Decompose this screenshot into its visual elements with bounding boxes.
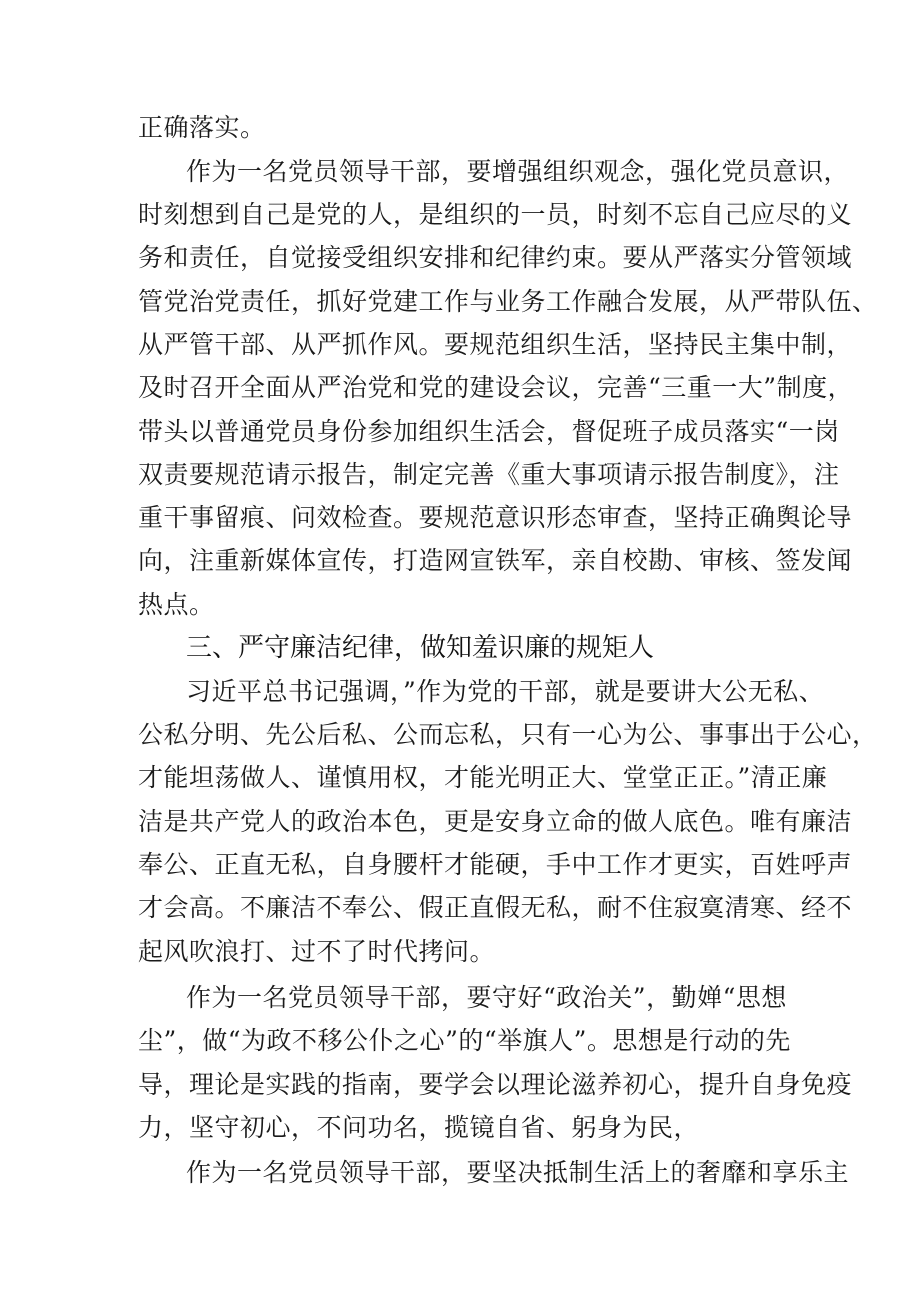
paragraph-line: 管党治党责任，抓好党建工作与业务工作融合发展，从严带队伍、 [138, 287, 878, 316]
paragraph-line: 力，坚守初心，不问功名，揽镜自省、躬身为民， [138, 1113, 700, 1142]
paragraph-line: 带头以普通党员身份参加组织生活会，督促班子成员落实“一岗 [138, 417, 840, 446]
paragraph-line: 时刻想到自己是党的人，是组织的一员，时刻不忘自己应尽的义 [138, 200, 853, 229]
paragraph-line: 从严管干部、从严抓作风。要规范组织生活，坚持民主集中制， [138, 330, 853, 359]
paragraph-line: 尘”，做“为政不移公仆之心”的“举旗人”。思想是行动的先 [138, 1026, 791, 1055]
paragraph-line: 及时召开全面从严治党和党的建设会议，完善“三重一大”制度， [138, 373, 854, 402]
paragraph-line: 务和责任，自觉接受组织安排和纪律约束。要从严落实分管领域 [138, 243, 853, 272]
paragraph-line: 才能坦荡做人、谨慎用权，才能光明正大、堂堂正正。”清正廉 [138, 763, 828, 792]
paragraph-line: 导，理论是实践的指南，要学会以理论滋养初心，提升自身免疫 [138, 1070, 853, 1099]
paragraph-line: 作为一名党员领导干部，要守好“政治关”，勤婵“思想 [186, 983, 787, 1012]
paragraph-line: 热点。 [138, 590, 215, 619]
paragraph-line: 习近平总书记强调，”作为党的干部，就是要讲大公无私、 [186, 677, 825, 706]
paragraph-line: 才会高。不廉洁不奉公、假正直假无私，耐不住寂寞清寒、经不 [138, 893, 853, 922]
paragraph-line: 作为一名党员领导干部，要坚决抵制生活上的奢靡和享乐主 [186, 1158, 850, 1187]
section-heading: 三、严守廉洁纪律，做知羞识廉的规矩人 [186, 633, 655, 663]
paragraph-line: 向，注重新媒体宣传，打造网宣铁军，亲自校勘、审核、签发闻 [138, 546, 853, 575]
paragraph-line: 公私分明、先公后私、公而忘私，只有一心为公、事事出于公心， [138, 720, 878, 749]
paragraph-line: 正确落实。 [138, 113, 266, 142]
paragraph-line: 洁是共产党人的政治本色，更是安身立命的做人底色。唯有廉洁 [138, 807, 853, 836]
paragraph-line: 起风吹浪打、过不了时代拷问。 [138, 937, 496, 966]
paragraph-line: 作为一名党员领导干部，要增强组织观念，强化党员意识， [186, 157, 850, 186]
paragraph-line: 重干事留痕、问效检查。要规范意识形态审查，坚持正确舆论导 [138, 503, 853, 532]
paragraph-line: 奉公、正直无私，自身腰杆才能硬，手中工作才更实，百姓呼声 [138, 850, 853, 879]
paragraph-line: 双责要规范请示报告，制定完善《重大事项请示报告制度》，注 [138, 460, 840, 489]
